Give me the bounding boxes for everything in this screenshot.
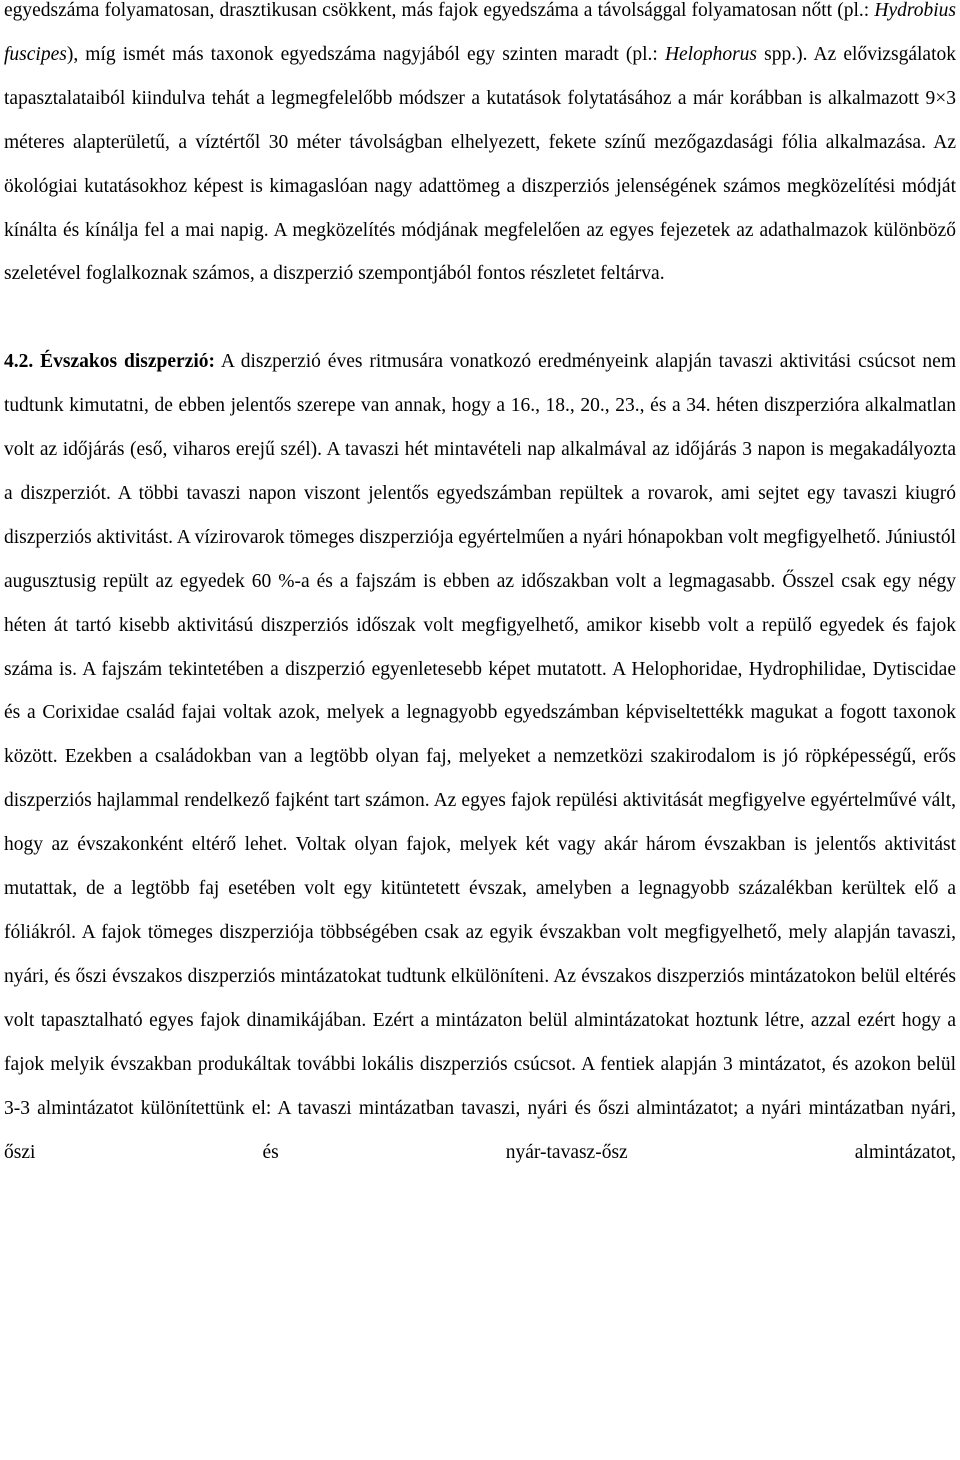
- section-4-2: [4, 340, 956, 1174]
- section-title: Évszakos diszperzió:: [40, 351, 215, 373]
- paragraph-intro-text-2: ), míg ismét más taxonok egyedszáma nagyjából egy szinten maradt (pl.:: [66, 43, 665, 65]
- genus-name-helophorus: Helophorus: [664, 43, 758, 65]
- document-page: [4, 0, 956, 1174]
- paragraph-intro-text-3: spp.). Az elővizsgálatok tapasztalataiból kiindulva tehát a legmegfelelőbb módszer a kutatások folytatásához a már korábban is alkalmazott 9×3 méteres alapterületű, a víztértől 30 méter távolságban elhelyezett, fekete színű mezőgazdasági fólia alkalmazása. Az ökológiai kutatásokhoz képest is kimagaslóan nagy adattömeg a diszperziós jelenségének számos megközelítési módját kínálta és kínálja fel a mai napig. A megközelítés módjának megfelelően az egyes fejezetek az adathalmazok különböző szeletével foglalkoznak számos, a diszperzió szempontjából fontos részletet feltárva.: [4, 43, 956, 285]
- section-body: A diszperzió éves ritmusára vonatkozó eredményeink alapján tavaszi aktivitási csúcsot nem tudtunk kimutatni, de ebben jelentős szerepe van annak, hogy a 16., 18., 20., 23., és a 34. héten diszperzióra alkalmatlan volt az időjárás (eső, viharos erejű szél). A tavaszi hét mintavételi nap alkalmával az időjárás 3 napon is megakadályozta a diszperziót. A többi tavaszi napon viszont jelentős egyedszámban repültek a rovarok, ami sejtet egy tavaszi kiugró diszperziós aktivitást. A vízirovarok tömeges diszperziója egyértelműen a nyári hónapokban volt megfigyelhető. Júniustól augusztusig repült az egyedek 60 %-a és a fajszám is ebben az időszakban volt a legmagasabb. Ősszel csak egy négy héten át tartó kisebb aktivitású diszperziós időszak volt megfigyelhető, amikor kisebb volt a repülő egyedek és fajok száma is. A fajszám tekintetében a diszperzió egyenletesebb képet mutatott. A Helophoridae, Hydrophilidae, Dytiscidae és a Corixidae család fajai voltak azok, melyek a legnagyobb egyedszámban képviseltettékk magukat a fogott taxonok között. Ezekben a családokban van a legtöbb olyan faj, melyeket a nemzetközi szakirodalom is jó röpképességű, erős diszperziós hajlammal rendelkező fajként tart számon. Az egyes fajok repülési aktivitását megfigyelve egyértelművé vált, hogy az évszakonként eltérő lehet. Voltak olyan fajok, melyek két vagy akár három évszakban is jelentős aktivitást mutattak, de a legtöbb faj esetében volt egy kitüntetett évszak, amelyben a legnagyobb százalékban kerültek elő a fóliákról. A fajok tömeges diszperziója többségében csak az egyik évszakban volt megfigyelhető, mely alapján tavaszi, nyári, és őszi évszakos diszperziós mintázatokat tudtunk elkülöníteni. Az évszakos diszperziós mintázatokon belül eltérés volt tapasztalható egyes fajok dinamikájában. Ezért a mintázaton belül almintázatokat hoztunk létre, azzal ezért hogy a fajok melyik évszakban produkáltak további lokális diszperziós csúcsot. A fentiek alapján 3 mintázatot, és azokon belül 3-3 almintázatot különítettünk el: A tavaszi mintázatban tavaszi, nyári és őszi almintázatot; a nyári mintázatban nyári, őszi és nyár-tavasz-ősz almintázatot,: [4, 351, 957, 1163]
- species-name-hydrobius: Hydrobius fuscipes: [4, 0, 956, 65]
- paragraph-intro: [4, 0, 956, 296]
- paragraph-intro-text-1: egyedszáma folyamatosan, drasztikusan csökkent, más fajok egyedszáma a távolsággal folyamatosan nőtt (pl.:: [4, 0, 875, 21]
- section-number: 4.2.: [4, 351, 34, 373]
